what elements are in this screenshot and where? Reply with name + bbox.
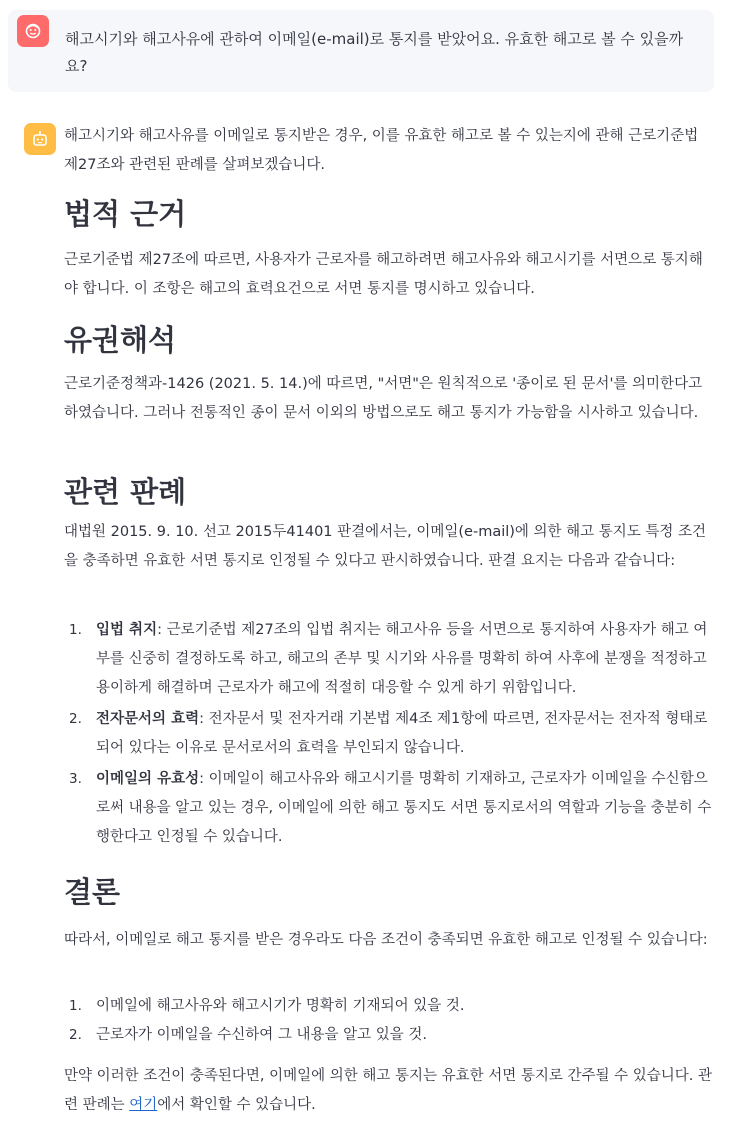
- list-item: 1. 이메일에 해고사유와 해고시기가 명확히 기재되어 있을 것.: [69, 998, 465, 1014]
- section-interpretation: [64, 320, 714, 360]
- list-item: 1. 입법 취지: 근로기준법 제27조의 입법 취지는 해고사유 등을 서면으로 통지하여 사용자가 해고 여부를 신중히 결정하도록 하고, 해고의 존부 및 시기와 사유를 명확히 하여 사후에 분쟁을 적정하고 용이하게 해결하며 근로자가 해고에 적절히 대응할 수 있게 하기 위함입니다.: [69, 622, 708, 696]
- assistant-intro: 해고시기와 해고사유를 이메일로 통지받은 경우, 이를 유효한 해고로 볼 수 있는지에 관해 근로기준법 제27조와 관련된 판례를 살펴보겠습니다.: [64, 128, 699, 173]
- section-precedent: [64, 472, 714, 512]
- section-legal-basis: [64, 194, 714, 234]
- heading-conclusion: 결론: [64, 875, 121, 909]
- list-item: 2. 근로자가 이메일을 수신하여 그 내용을 알고 있을 것.: [69, 1027, 428, 1043]
- heading-interpretation: 유권해석: [64, 323, 177, 357]
- conclusion-list: [64, 992, 714, 1050]
- section-conclusion: [64, 872, 714, 912]
- user-message: [8, 10, 714, 92]
- heading-precedent: 관련 판례: [64, 475, 187, 509]
- heading-legal-basis: 법적 근거: [64, 197, 187, 231]
- user-message-text: 해고시기와 해고사유에 관하여 이메일(e-mail)로 통지를 받았어요. 유효한 해고로 볼 수 있을까요?: [65, 30, 684, 75]
- precedent-link[interactable]: 여기: [129, 1097, 158, 1113]
- assistant-avatar: [24, 123, 56, 155]
- precedent-list: [64, 616, 714, 852]
- conclusion-closing: 만약 이러한 조건이 충족된다면, 이메일에 의한 해고 통지는 유효한 서면 통지로 간주될 수 있습니다. 관련 판례는 여기에서 확인할 수 있습니다.: [64, 1068, 713, 1113]
- legal-basis-body: 근로기준법 제27조에 따르면, 사용자가 근로자를 해고하려면 해고사유와 해고시기를 서면으로 통지해야 합니다. 이 조항은 해고의 효력요건으로 서면 통지를 명시하고 있습니다.: [64, 252, 703, 297]
- precedent-body: 대법원 2015. 9. 10. 선고 2015두41401 판결에서는, 이메일(e-mail)에 의한 해고 통지도 특정 조건을 충족하면 유효한 서면 통지로 인정될 수 있다고 판시하였습니다. 판결 요지는 다음과 같습니다:: [64, 524, 707, 569]
- conclusion-body: 따라서, 이메일로 해고 통지를 받은 경우라도 다음 조건이 충족되면 유효한 해고로 인정될 수 있습니다:: [64, 932, 708, 948]
- list-item: 3. 이메일의 유효성: 이메일이 해고사유와 해고시기를 명확히 기재하고, 근로자가 이메일을 수신함으로써 내용을 알고 있는 경우, 이메일에 의한 해고 통지도 서면 통지로서의 역할과 기능을 충분히 수행한다고 인정될 수 있습니다.: [69, 771, 712, 845]
- interpretation-body: 근로기준정책과-1426 (2021. 5. 14.)에 따르면, "서면"은 원칙적으로 '종이로 된 문서'를 의미한다고 하였습니다. 그러나 전통적인 종이 문서 이외의 방법으로도 해고 통지가 가능함을 시사하고 있습니다.: [64, 376, 703, 421]
- user-avatar: [17, 15, 49, 47]
- robot-icon: [31, 130, 49, 148]
- list-item: 2. 전자문서의 효력: 전자문서 및 전자거래 기본법 제4조 제1항에 따르면, 전자문서는 전자적 형태로 되어 있다는 이유로 문서로서의 효력을 부인되지 않습니다.: [69, 711, 708, 756]
- user-face-icon: [24, 22, 42, 40]
